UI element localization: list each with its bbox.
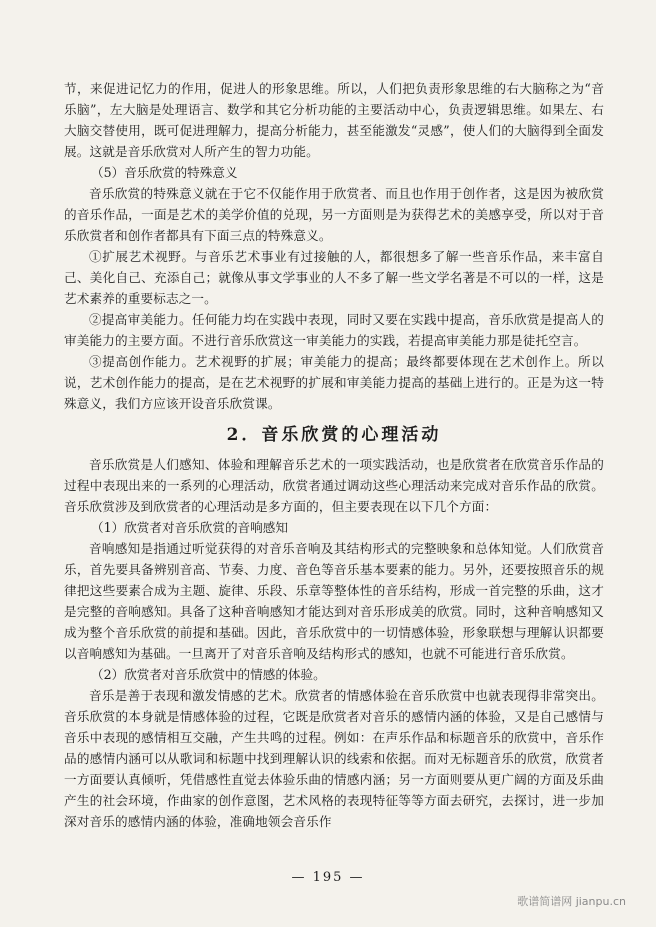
chapter-heading: 2．音乐欣赏的心理活动: [226, 425, 442, 445]
section-heading-1: （1）欣赏者对音乐欣赏的音响感知: [91, 520, 288, 535]
paragraph-point-1: ①扩展艺术视野。与音乐艺术事业有过接触的人，都很想多了解一些音乐作品，来丰富自己、美化自己、充添自己；就像从事文学事业的人不多了解一些文学名著是不可以的一样，这是艺术素养的重要标志之一。: [64, 249, 604, 306]
page-number: — 195 —: [291, 870, 365, 885]
section-heading-5: （5）音乐欣赏的特殊意义: [91, 165, 238, 180]
section-heading-2: （2）欣赏者对音乐欣赏中的情感的体验。: [91, 667, 326, 682]
paragraph-psychology-intro: 音乐欣赏是人们感知、体验和理解音乐艺术的一项实践活动，也是欣赏者在欣赏音乐作品的过程中表现出来的一系列的心理活动，欣赏者通过调动这些心理活动来完成对音乐作品的欣赏。音乐欣赏涉及到欣赏者的心理活动是多方面的，但主要表现在以下几个方面：: [64, 457, 604, 514]
site-watermark: 歌谱简谱网 jianpu.cn: [517, 895, 626, 908]
paragraph-emotion-experience: 音乐是善于表现和激发情感的艺术。欣赏者的情感体验在音乐欣赏中也就表现得非常突出。音乐欣赏的本身就是情感体验的过程，它既是欣赏者对音乐的感情内涵的体验，又是自己感情与音乐中表现的感情相互交融，产生共鸣的过程。例如：在声乐作品和标题音乐的欣赏中，音乐作品的感情内涵可以从歌词和标题中找到理解认识的线索和依据。而对无标题音乐的欣赏，欣赏者一方面要认真倾听，凭借感性直觉去体验乐曲的情感内涵；另一方面则要从更广阔的方面及乐曲产生的社会环境，作曲家的创作意图，艺术风格的表现特征等等方面去研究，去探讨，进一步加深对音乐的感情内涵的体验，准确地领会音乐作: [64, 688, 604, 829]
paragraph-special-meaning: 音乐欣赏的特殊意义就在于它不仅能作用于欣赏者、而且也作用于创作者，这是因为被欣赏的音乐作品，一面是艺术的美学价值的兑现，另一方面则是为获得艺术的美感享受，所以对于音乐欣赏者和创作者都具有下面三点的特殊意义。: [64, 186, 604, 243]
paragraph-point-3: ③提高创作能力。艺术视野的扩展；审美能力的提高；最终都要体现在艺术创作上。所以说，艺术创作能力的提高，是在艺术视野的扩展和审美能力提高的基础上进行的。正是为这一特殊意义，我们方应该开设音乐欣赏课。: [64, 354, 604, 411]
paragraph-continued: 节，来促进记忆力的作用，促进人的形象思维。所以，人们把负责形象思维的右大脑称之为“音乐脑”，左大脑是处理语言、数学和其它分析功能的主要活动中心，负责逻辑思维。如果左、右大脑交替使用，既可促进理解力，提高分析能力，甚至能激发“灵感”，使人们的大脑得到全面发展。这就是音乐欣赏对人所产生的智力功能。: [64, 81, 604, 159]
paragraph-point-2: ②提高审美能力。任何能力均在实践中表现，同时又要在实践中提高，音乐欣赏是提高人的审美能力的主要方面。不进行音乐欣赏这一审美能力的实践，若提高审美能力那是徒托空言。: [64, 312, 604, 348]
paragraph-sound-perception: 音响感知是指通过听觉获得的对音乐音响及其结构形式的完整映象和总体知觉。人们欣赏音乐，首先要具备辨别音高、节奏、力度、音色等音乐基本要素的能力。另外，还要按照音乐的规律把这些要素合成为主题、旋律、乐段、乐章等整体性的音乐结构，形成一首完整的乐曲，这才是完整的音响感知。具备了这种音响感知才能达到对音乐形成美的欣赏。同时，这种音响感知又成为整个音乐欣赏的前提和基础。因此，音乐欣赏中的一切情感体验，形象联想与理解认识都要以音响感知为基础。一旦离开了对音乐音响及结构形式的感知，也就不可能进行音乐欣赏。: [64, 541, 604, 661]
